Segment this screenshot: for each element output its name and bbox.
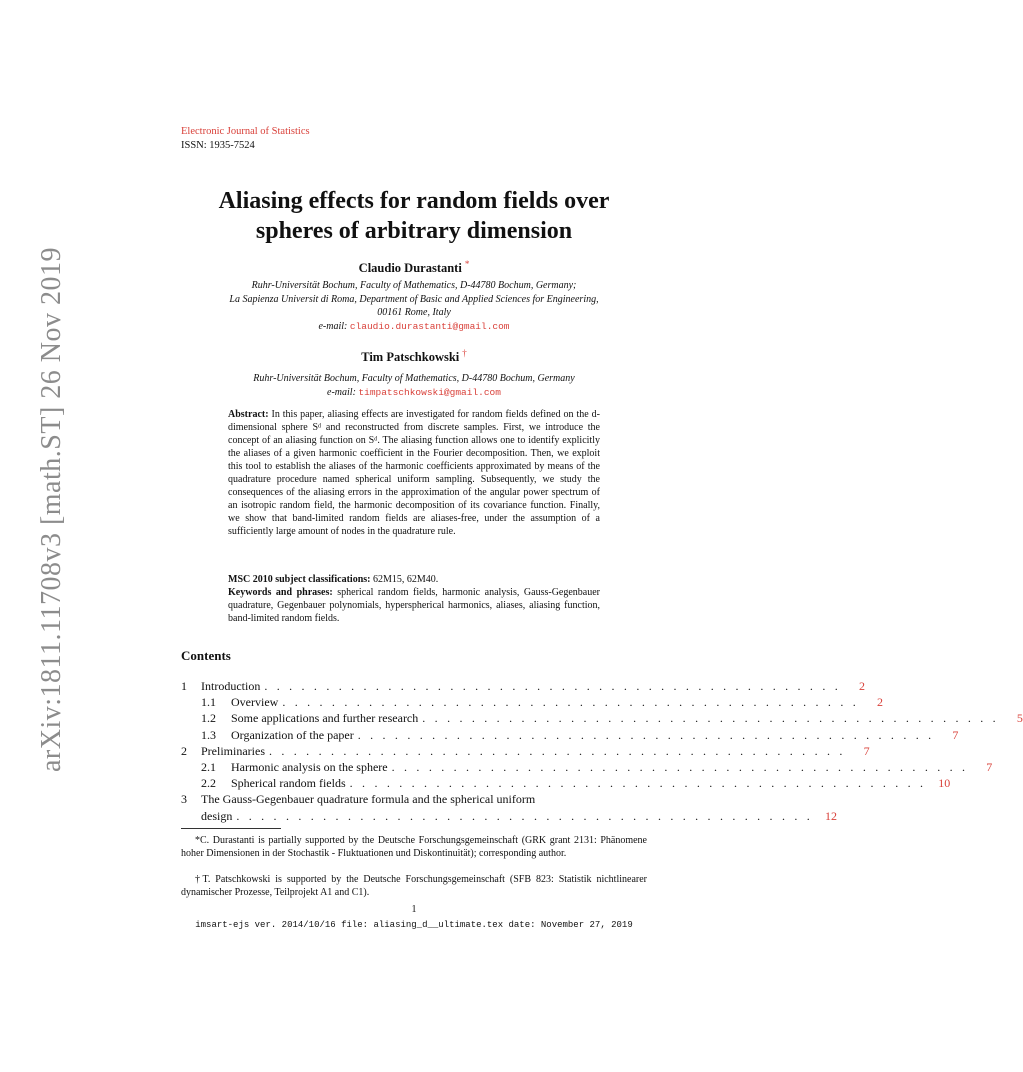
toc-number: 3 (181, 792, 187, 807)
toc-title: Some applications and further research (231, 711, 419, 726)
title-line-1: Aliasing effects for random fields over (218, 188, 610, 214)
affiliation-1 (171, 279, 657, 333)
affil-1-line-1: Ruhr-Universität Bochum, Faculty of Mathematics, D-44780 Bochum, Germany; (251, 280, 577, 291)
toc-leader: . . . . . . . . . . . . . . . . . . . . . . . . . . . . . . . . . . . . . . . . . . . . . . . (282, 695, 859, 710)
toc-title: Harmonic analysis on the sphere (231, 759, 388, 774)
affil-1-line-3: 00161 Rome, Italy (377, 307, 451, 318)
affiliation-2 (171, 372, 657, 399)
toc-number: 1.3 (201, 727, 216, 742)
toc-entry-continued[interactable] (181, 808, 837, 825)
contents-heading: Contents (181, 648, 231, 663)
toc-number: 2 (181, 743, 187, 758)
keywords-text: spherical random fields, harmonic analysis, Gauss-Gegenbauer quadrature, Gegenbauer polynomials, hyperspherical harmonics, aliases, aliasing function, band-limited random fields. (228, 587, 600, 624)
toc-leader: . . . . . . . . . . . . . . . . . . . . . . . . . . . . . . . . . . . . . . . . . . . . . . . (236, 808, 813, 823)
toc-number: 2.2 (201, 776, 216, 791)
email-1-label: e-mail: (318, 320, 348, 332)
toc-page-link[interactable]: 7 (986, 759, 993, 774)
toc-page-link[interactable]: 7 (863, 743, 870, 758)
author-1 (181, 259, 647, 276)
toc-page-link[interactable]: 5 (1016, 711, 1023, 726)
footnote-mark-2[interactable]: † (462, 348, 467, 358)
affil-1-line-2: La Sapienza Universit di Roma, Department of Basic and Applied Sciences for Engineering, (229, 293, 599, 305)
toc-leader: . . . . . . . . . . . . . . . . . . . . . . . . . . . . . . . . . . . . . . . . . . . . . . . (349, 776, 927, 791)
toc-title: Overview (231, 695, 279, 710)
toc-page-link[interactable]: 12 (824, 808, 837, 823)
toc-number: 2.1 (201, 759, 216, 774)
email-2-row (171, 386, 657, 400)
toc-entry[interactable] (181, 727, 959, 744)
toc-title: The Gauss-Gegenbauer quadrature formula and the spherical uniform (201, 792, 536, 807)
toc-title: design (201, 808, 233, 823)
table-of-contents (181, 679, 1023, 825)
msc-row (228, 573, 600, 586)
toc-entry[interactable] (181, 759, 993, 776)
toc-page-link[interactable]: 7 (952, 727, 959, 742)
journal-name[interactable]: Electronic Journal of Statistics (181, 126, 310, 137)
toc-page-link[interactable]: 2 (876, 695, 883, 710)
issn: ISSN: 1935-7524 (181, 140, 255, 151)
page-footer: imsart-ejs ver. 2014/10/16 file: aliasing_d__ultimate.tex date: November 27, 2019 (195, 920, 633, 930)
abstract-text: In this paper, aliasing effects are investigated for random fields defined on the d-dimensional sphere Sᵈ and reconstructed from discrete samples. First, we introduce the concept of an aliasing function on Sᵈ. The aliasing function allows one to identify explicitly the aliases of a given harmonic coefficient in the Fourier decomposition. Then, we exploit this tool to establish the aliases of the harmonic coefficients approximated by means of the quadrature procedure named spherical uniform sampling. Subsequently, we study the consequences of the aliasing errors in the approximation of the angular power spectrum of an isotropic random field, the harmonic decomposition of its covariance function. Finally, we show that band-limited random fields are aliases-free, under the assumption of a sufficiently large amount of nodes in the quadrature rule. (228, 409, 600, 537)
toc-entry[interactable] (181, 711, 1023, 727)
toc-leader: . . . . . . . . . . . . . . . . . . . . . . . . . . . . . . . . . . . . . . . . . . . . . . . (422, 711, 999, 726)
toc-page-link[interactable]: 2 (858, 679, 865, 693)
page-number: 1 (411, 904, 417, 915)
footnote-1: *C. Durastanti is partially supported by the Deutsche Forschungsgemeinschaft (GRK grant 2131: Phänomene hoher Dimensionen in der Stochastik - Fluktuationen und Diskontinuität); corresponding author. (181, 835, 647, 859)
msc-text: 62M15, 62M40. (373, 574, 439, 585)
toc-title: Spherical random fields (231, 776, 346, 791)
toc-entry[interactable] (181, 776, 951, 792)
author-2 (181, 348, 647, 365)
toc-entry[interactable] (181, 695, 883, 711)
email-2-link[interactable]: timpatschkowski@gmail.com (358, 386, 501, 398)
toc-leader: . . . . . . . . . . . . . . . . . . . . . . . . . . . . . . . . . . . . . . . . . . . . . . . (264, 679, 841, 693)
msc-label: MSC 2010 subject classifications: (228, 574, 371, 585)
toc-title: Introduction (201, 679, 261, 693)
classification-block (228, 573, 600, 625)
toc-number: 1.1 (201, 695, 216, 710)
toc-number: 1 (181, 679, 187, 693)
toc-leader: . . . . . . . . . . . . . . . . . . . . . . . . . . . . . . . . . . . . . . . . . . . . . . . (268, 743, 846, 758)
toc-entry[interactable] (181, 679, 865, 695)
author-1-name: Claudio Durastanti (358, 261, 462, 276)
toc-title: Organization of the paper (231, 727, 354, 742)
toc-page-link[interactable]: 10 (938, 776, 951, 791)
toc-entry[interactable] (181, 743, 870, 760)
email-1-row (171, 320, 657, 334)
toc-entry[interactable] (181, 792, 647, 808)
affil-2-line: Ruhr-Universität Bochum, Faculty of Mathematics, D-44780 Bochum, Germany (253, 373, 575, 384)
abstract-label: Abstract: (228, 409, 269, 420)
toc-leader: . . . . . . . . . . . . . . . . . . . . . . . . . . . . . . . . . . . . . . . . . . . . . . . (357, 727, 935, 742)
footnote-rule (181, 828, 281, 829)
abstract (228, 408, 600, 538)
keywords-label: Keywords and phrases: (228, 587, 333, 598)
email-2-label: e-mail: (327, 386, 356, 398)
arxiv-stamp: arXiv:1811.11708v3 [math.ST] 26 Nov 2019 (36, 247, 67, 772)
toc-title: Preliminaries (201, 743, 265, 758)
email-1-link[interactable]: claudio.durastanti@gmail.com (349, 320, 510, 332)
keywords-row (228, 586, 600, 625)
footnote-2: †T. Patschkowski is supported by the Deutsche Forschungsgemeinschaft (SFB 823: Statistik nichtlinearer dynamischer Prozesse, Teilprojekt A1 and C1). (181, 874, 647, 898)
paper-title (160, 186, 668, 246)
title-line-2: spheres of arbitrary dimension (255, 218, 573, 244)
footnote-mark-1[interactable]: * (464, 259, 470, 269)
author-2-name: Tim Patschkowski (361, 350, 460, 365)
toc-leader: . . . . . . . . . . . . . . . . . . . . . . . . . . . . . . . . . . . . . . . . . . . . . . . (391, 759, 969, 774)
toc-number: 1.2 (201, 711, 216, 726)
